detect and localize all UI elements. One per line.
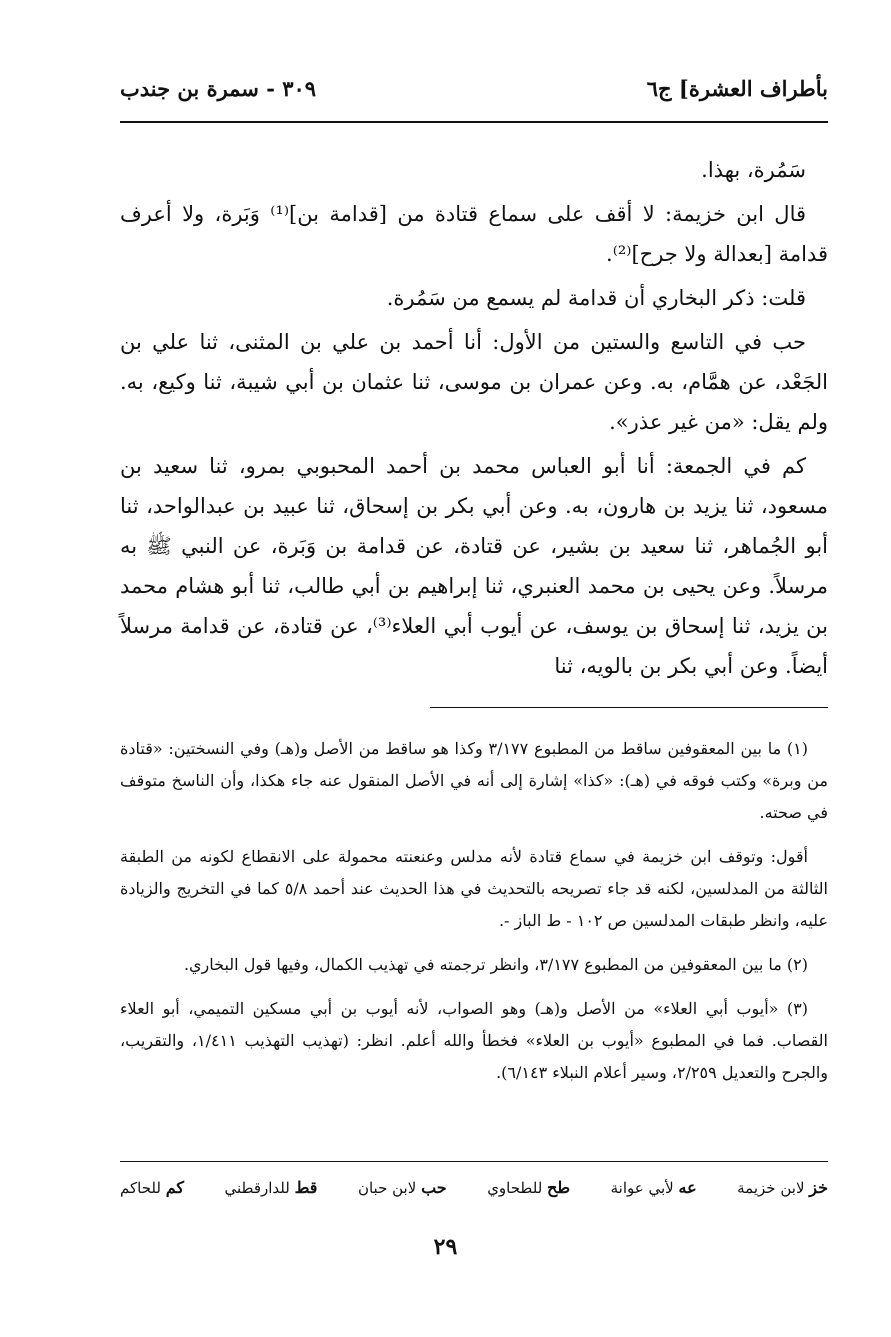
legend-divider [120,1161,828,1162]
legend-item: خز لابن خزيمة [737,1178,828,1197]
main-text [120,150,828,690]
header-book-title: بأطراف العشرة] ج٦ [646,75,828,101]
legend-item: قط للدارقطني [224,1178,318,1197]
legend-item: عه لأبي عوانة [610,1178,697,1197]
paragraph: سَمُرة، بهذا. [701,158,806,182]
footnote-divider [430,707,828,708]
page-number: ٢٩ [433,1234,458,1260]
footnote-1: (١) ما بين المعقوفين ساقط من المطبوع ٣/١٧٧ وكذا هو ساقط من الأصل و(هـ) وفي النسختين: «قتادة من وبرة» وكتب فوقه في (هـ): «كذا» إشارة إلى أنه في الأصل المنقول عنه جاء هكذا، وأن الناسخ متوقف في صحته. [120,739,828,822]
paragraph: كم في الجمعة: أنا أبو العباس محمد بن أحمد المحبوبي بمرو، ثنا سعيد بن مسعود، ثنا يزيد بن هارون، به. وعن أبي بكر بن إسحاق، ثنا عبيد بن عبدالواحد، ثنا أبو الجُماهر، ثنا سعيد بن بشير، عن قتادة، عن قدامة بن وَبَرة، عن النبي ﷺ به مرسلاً. وعن يحيى بن محمد العنبري، ثنا إبراهيم بن أبي طالب، ثنا أبو هشام محمد بن يزيد، ثنا إسحاق بن يوسف، عن أيوب أبي العلاء⁽³⁾، عن قتادة، عن قدامة مرسلاً أيضاً. وعن أبي بكر بن بالويه، ثنا [120,454,829,678]
footnotes [120,733,828,1101]
header-section-title: ٣٠٩ - سمرة بن جندب [120,75,317,101]
footnote-2: (٢) ما بين المعقوفين من المطبوع ٣/١٧٧، وانظر ترجمته في تهذيب الكمال، وفيها قول البخاري. [183,955,808,974]
footnote-3: (٣) «أيوب أبي العلاء» من الأصل و(هـ) وهو الصواب، لأنه أيوب بن أبي مسكين التميمي، أبو العلاء القصاب. فما في المطبوع «أيوب بن العلاء» فخطأ والله أعلم. انظر: (تهذيب التهذيب ١/٤١١، والتقريب، والجرح والتعديل ٢/٢٥٩، وسير أعلام النبلاء ٦/١٤٣). [120,999,829,1082]
footnote-1-note: أقول: وتوقف ابن خزيمة في سماع قتادة لأنه مدلس وعنعنته محمولة على الانقطاع لكونه من الطبقة الثالثة من المدلسين، لكنه قد جاء تصريحه بالتحديث في هذا الحديث عند أحمد ٥/٨ كما في التخريج والزيادة عليه، وانظر طبقات المدلسين ص ١٠٢ - ط الباز -. [120,847,828,930]
running-header [120,70,828,106]
paragraph: حب في التاسع والستين من الأول: أنا أحمد بن علي بن المثنى، ثنا علي بن الجَعْد، عن همَّام، به. وعن عمران بن موسى، ثنا عثمان بن أبي شيبة، ثنا وكيع، به. ولم يقل: «من غير عذر». [120,330,828,434]
paragraph: قلت: ذكر البخاري أن قدامة لم يسمع من سَمُرة. [386,286,806,310]
header-divider [120,121,828,123]
paragraph: قال ابن خزيمة: لا أقف على سماع قتادة من [قدامة بن]⁽¹⁾ وَبَرة، ولا أعرف قدامة [بعدالة ولا جرح]⁽²⁾. [120,202,828,266]
abbreviation-legend [120,1178,828,1197]
legend-item: كم للحاكم [120,1178,184,1197]
legend-item: طح للطحاوي [487,1178,571,1197]
legend-item: حب لابن حبان [357,1178,447,1197]
